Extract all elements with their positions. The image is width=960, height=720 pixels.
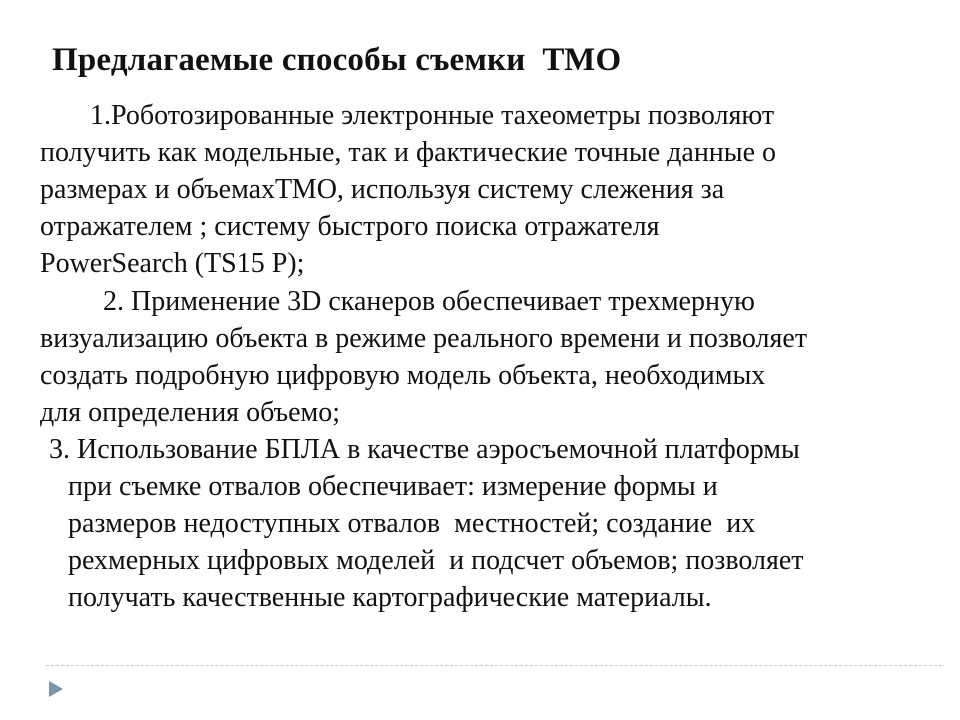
slide-title: Предлагаемые способы съемки ТМО: [52, 42, 622, 78]
text-line: PowerSearch (TS15 P);: [40, 248, 305, 279]
text-line: получить как модельные, так и фактические точные данные о: [40, 137, 777, 168]
text-line: отражателем ; систему быстрого поиска отражателя: [40, 211, 660, 242]
text-line: размерах и объемахТМО, используя систему слежения за: [40, 174, 725, 205]
triangle-right-icon: [48, 680, 64, 698]
text-line: 3. Использование БПЛА в качестве аэросъемочной платформы: [49, 434, 800, 465]
footer-divider: [46, 665, 942, 666]
text-line: размеров недоступных отвалов местностей; создание их: [68, 508, 756, 539]
text-line: 1.Роботозированные электронные тахеометры позволяют: [90, 100, 775, 131]
text-line: визуализацию объекта в режиме реального времени и позволяет: [40, 323, 808, 354]
text-line: создать подробную цифровую модель объекта, необходимых: [40, 360, 766, 391]
text-line: при съемке отвалов обеспечивает: измерение формы и: [68, 471, 718, 502]
text-line: 2. Применение 3D сканеров обеспечивает трехмерную: [103, 286, 755, 317]
text-line: для определения объемо;: [40, 397, 341, 428]
text-line: получать качественные картографические материалы.: [68, 582, 712, 613]
text-line: рехмерных цифровых моделей и подсчет объемов; позволяет: [68, 545, 804, 576]
